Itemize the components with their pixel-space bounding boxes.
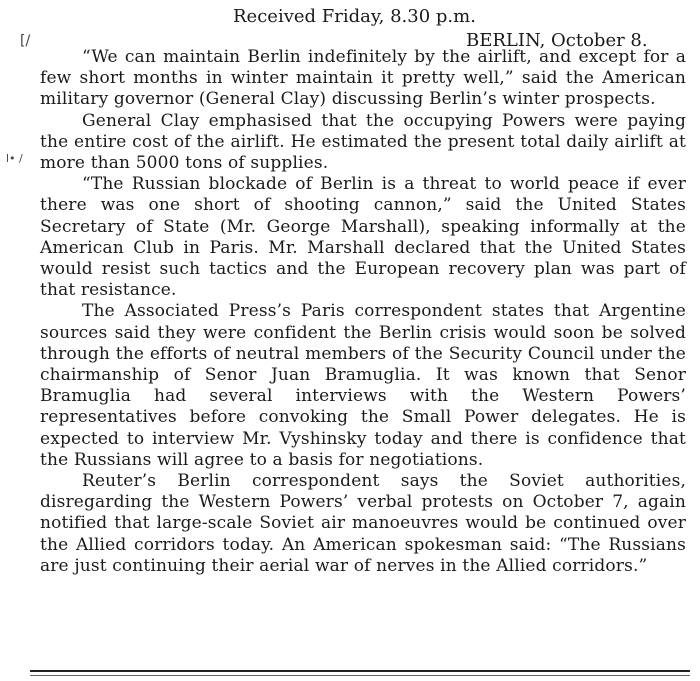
paragraph-reuter: Reuter’s Berlin correspondent says the Soviet authorities, disregarding the Western Powers’ verbal protests on October 7, again notified that large-scale Soviet air manoeuvres would be continued over the Allied corridors today. An American spokesman said: “The Russians are just continuing their aerial war of nerves in the Allied corridors.” <box>40 471 686 576</box>
paragraph-clay-cost: General Clay emphasised that the occupying Powers were paying the entire cost of the airlift. He estimated the present total daily airlift at more than 5000 tons of supplies. <box>40 110 686 174</box>
article-body <box>40 47 686 577</box>
margin-annotation: l• / <box>6 152 23 165</box>
bottom-rule-thin <box>30 675 690 676</box>
received-time: Received Friday, 8.30 p.m. <box>233 6 476 27</box>
margin-annotation: [/ <box>20 33 31 49</box>
paragraph-marshall: “The Russian blockade of Berlin is a threat to world peace if ever there was one short of shooting cannon,” said the United States Secretary of State (Mr. George Marshall), speaking informally at the American Club in Paris. Mr. Marshall declared that the United States would resist such tactics and the European recovery plan was part of that resistance. <box>40 174 686 301</box>
paragraph-argentine: The Associated Press’s Paris correspondent states that Argentine sources said they were confident the Berlin crisis would soon be solved through the efforts of neutral members of the Security Council under the chairmanship of Senor Juan Bramuglia. It was known that Senor Bramuglia had several interviews with the Western Powers’ representatives before convoking the Small Power delegates. He is expected to interview Mr. Vyshinsky today and there is confidence that the Russians will agree to a basis for negotiations. <box>40 301 686 470</box>
paragraph-clay-quote: “We can maintain Berlin indefinitely by the airlift, and except for a few short months in winter maintain it pretty well,” said the American military governor (General Clay) discussing Berlin’s winter prospects. <box>40 47 686 110</box>
bottom-rule <box>30 670 690 672</box>
dateline: BERLIN, October 8. <box>466 30 648 51</box>
